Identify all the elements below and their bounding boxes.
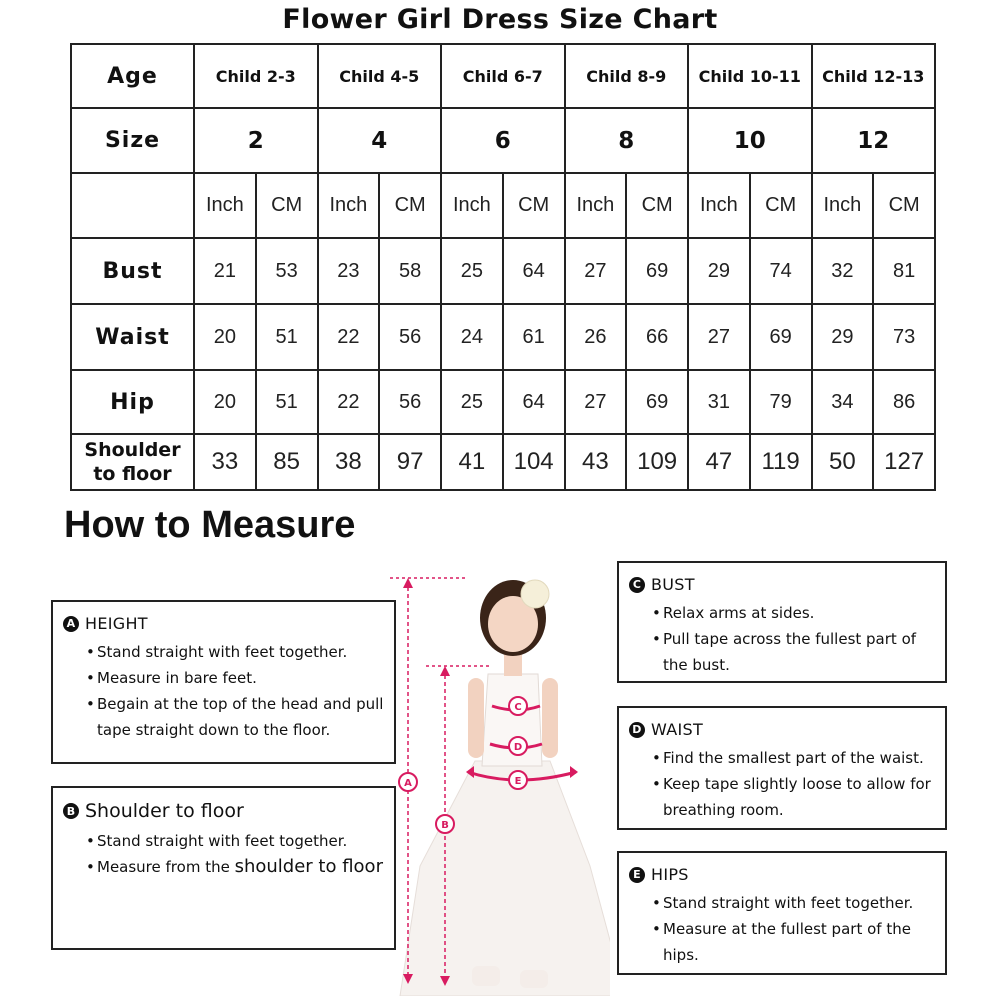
value-cell: 20 [194, 304, 256, 370]
list-item: • Keep tape slightly loose to allow for breathing room. [663, 771, 937, 823]
left-arm [468, 678, 484, 758]
list-item-text: Measure from the [97, 858, 235, 876]
value-cell: 33 [194, 434, 256, 490]
right-foot [520, 970, 548, 988]
age-cell: Child 8-9 [565, 44, 689, 108]
list-item: • Measure at the fullest part of the hips. [663, 916, 937, 968]
bust-row [71, 238, 935, 304]
list-item [97, 854, 386, 880]
value-cell: 51 [256, 370, 318, 434]
bust-list [619, 600, 945, 678]
empty-cell [71, 173, 194, 238]
value-cell: 29 [812, 304, 874, 370]
waist-list [619, 745, 945, 823]
unit-cell: CM [256, 173, 318, 238]
marker-a-label: A [404, 778, 412, 789]
shoulder-label-line1: Shoulder [84, 439, 181, 461]
marker-b-label: B [441, 820, 449, 831]
list-item: • Stand straight with feet together. [97, 828, 386, 854]
size-cell: 4 [318, 108, 442, 173]
value-cell: 25 [441, 370, 503, 434]
waist-heading [629, 720, 945, 739]
age-cell: Child 10-11 [688, 44, 812, 108]
value-cell: 27 [565, 238, 627, 304]
value-cell: 86 [873, 370, 935, 434]
girl-dress-illustration [380, 566, 610, 996]
value-cell: 29 [688, 238, 750, 304]
unit-cell: CM [626, 173, 688, 238]
value-cell: 38 [318, 434, 380, 490]
unit-cell: CM [503, 173, 565, 238]
size-row [71, 108, 935, 173]
waist-box [617, 706, 947, 830]
shoulder-title: Shoulder to floor [85, 800, 244, 822]
value-cell: 64 [503, 238, 565, 304]
unit-cell: CM [750, 173, 812, 238]
age-cell: Child 12-13 [812, 44, 936, 108]
size-cell: 10 [688, 108, 812, 173]
value-cell: 69 [626, 238, 688, 304]
unit-cell: Inch [812, 173, 874, 238]
value-cell: 43 [565, 434, 627, 490]
value-cell: 47 [688, 434, 750, 490]
hips-list [619, 890, 945, 968]
value-cell: 119 [750, 434, 812, 490]
value-cell: 23 [318, 238, 380, 304]
hips-box [617, 851, 947, 975]
list-item: • Pull tape across the fullest part of the bust. [663, 626, 937, 678]
shoulder-row [71, 434, 935, 490]
unit-cell: Inch [318, 173, 380, 238]
shoulder-label [71, 434, 194, 490]
value-cell: 104 [503, 434, 565, 490]
value-cell: 109 [626, 434, 688, 490]
value-cell: 56 [379, 370, 441, 434]
value-cell: 58 [379, 238, 441, 304]
shoulder-heading [63, 800, 394, 822]
value-cell: 85 [256, 434, 318, 490]
size-cell: 12 [812, 108, 936, 173]
unit-cell: Inch [688, 173, 750, 238]
value-cell: 22 [318, 370, 380, 434]
shoulder-label-line2: to floor [93, 463, 172, 485]
size-chart-table [70, 43, 936, 491]
badge-a-icon: A [63, 616, 79, 632]
badge-e-icon: E [629, 867, 645, 883]
age-label: Age [71, 44, 194, 108]
unit-cell: Inch [441, 173, 503, 238]
marker-d-label: D [513, 742, 523, 753]
list-item: • Relax arms at sides. [663, 600, 937, 626]
dress-skirt [400, 761, 610, 996]
value-cell: 32 [812, 238, 874, 304]
flower-headpiece [521, 580, 549, 608]
hip-label: Hip [71, 370, 194, 434]
size-label: Size [71, 108, 194, 173]
value-cell: 27 [565, 370, 627, 434]
value-cell: 127 [873, 434, 935, 490]
shoulder-arrow-top-icon [440, 666, 450, 676]
marker-c-label: C [514, 702, 522, 713]
size-cell: 2 [194, 108, 318, 173]
hip-row [71, 370, 935, 434]
value-cell: 24 [441, 304, 503, 370]
hips-title: HIPS [651, 865, 689, 884]
value-cell: 41 [441, 434, 503, 490]
value-cell: 53 [256, 238, 318, 304]
value-cell: 31 [688, 370, 750, 434]
value-cell: 61 [503, 304, 565, 370]
bust-box [617, 561, 947, 683]
value-cell: 73 [873, 304, 935, 370]
unit-cell: CM [873, 173, 935, 238]
age-cell: Child 4-5 [318, 44, 442, 108]
age-row [71, 44, 935, 108]
list-item: • Begain at the top of the head and pull tape straight down to the floor. [97, 691, 386, 743]
age-cell: Child 2-3 [194, 44, 318, 108]
shoulder-list [53, 828, 394, 880]
unit-cell: Inch [194, 173, 256, 238]
value-cell: 56 [379, 304, 441, 370]
value-cell: 74 [750, 238, 812, 304]
size-cell: 6 [441, 108, 565, 173]
badge-b-icon: B [63, 803, 79, 819]
list-item: • Measure in bare feet. [97, 665, 386, 691]
value-cell: 69 [626, 370, 688, 434]
value-cell: 34 [812, 370, 874, 434]
hips-heading [629, 865, 945, 884]
value-cell: 79 [750, 370, 812, 434]
value-cell: 66 [626, 304, 688, 370]
value-cell: 97 [379, 434, 441, 490]
value-cell: 22 [318, 304, 380, 370]
badge-c-icon: C [629, 577, 645, 593]
bust-heading [629, 575, 945, 594]
unit-row [71, 173, 935, 238]
value-cell: 81 [873, 238, 935, 304]
how-to-measure-heading: How to Measure [64, 504, 356, 546]
value-cell: 26 [565, 304, 627, 370]
height-arrow-top-icon [403, 578, 413, 588]
size-cell: 8 [565, 108, 689, 173]
value-cell: 69 [750, 304, 812, 370]
unit-cell: CM [379, 173, 441, 238]
waist-row [71, 304, 935, 370]
shoulder-box [51, 786, 396, 950]
badge-d-icon: D [629, 722, 645, 738]
bust-label: Bust [71, 238, 194, 304]
list-item-emphasis: shoulder to floor [234, 856, 383, 877]
list-item: • Find the smallest part of the waist. [663, 745, 937, 771]
unit-cell: Inch [565, 173, 627, 238]
height-title: HEIGHT [85, 614, 148, 633]
value-cell: 51 [256, 304, 318, 370]
waist-label: Waist [71, 304, 194, 370]
marker-e-label: E [514, 776, 522, 787]
list-item: • Stand straight with feet together. [97, 639, 386, 665]
hips-arrow-right-icon [570, 766, 578, 778]
waist-title: WAIST [651, 720, 704, 739]
value-cell: 27 [688, 304, 750, 370]
value-cell: 25 [441, 238, 503, 304]
height-heading [63, 614, 394, 633]
left-foot [472, 966, 500, 986]
list-item: • Stand straight with feet together. [663, 890, 937, 916]
age-cell: Child 6-7 [441, 44, 565, 108]
value-cell: 64 [503, 370, 565, 434]
height-box [51, 600, 396, 764]
chart-title: Flower Girl Dress Size Chart [282, 4, 718, 35]
value-cell: 21 [194, 238, 256, 304]
bust-title: BUST [651, 575, 695, 594]
value-cell: 20 [194, 370, 256, 434]
right-arm [542, 678, 558, 758]
value-cell: 50 [812, 434, 874, 490]
height-list [53, 639, 394, 743]
